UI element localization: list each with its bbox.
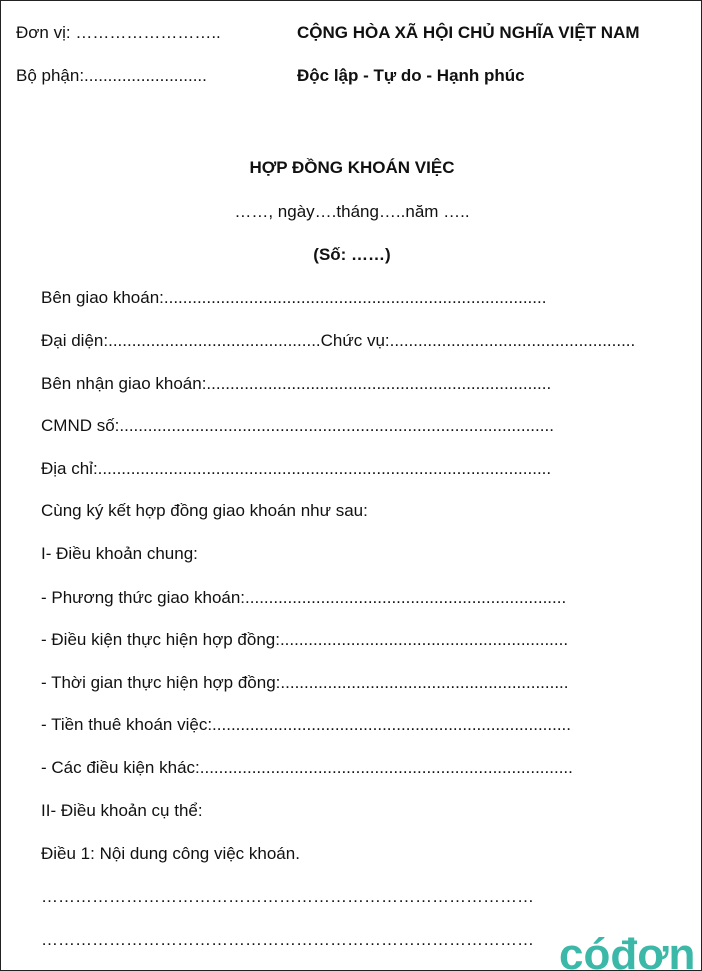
field-dieu-kien-khac: - Các điều kiện khác:............................................................................... <box>41 758 573 777</box>
national-title: CỘNG HÒA XÃ HỘI CHỦ NGHĨA VIỆT NAM <box>297 23 640 42</box>
document-number: (Số: ……) <box>313 245 391 264</box>
unit-label: Đơn vị: …………………….. <box>16 23 221 42</box>
contract-intro: Cùng ký kết hợp đồng giao khoán như sau: <box>41 501 368 520</box>
section-heading-specific: II- Điều khoản cụ thể: <box>41 801 203 820</box>
logo-wordmark: cóđơn <box>559 930 696 971</box>
field-dai-dien-chuc-vu: Đại diện:.............................................Chức vụ:.................................................... <box>41 331 636 350</box>
department-label: Bộ phận:.......................... <box>16 66 207 85</box>
field-ben-nhan-giao-khoan: Bên nhận giao khoán:......................................................................... <box>41 374 552 393</box>
document-title: HỢP ĐỒNG KHOÁN VIỆC <box>249 158 455 177</box>
codon-logo <box>557 929 702 971</box>
document-date-line: ……, ngày….tháng…..năm ….. <box>234 202 470 221</box>
section-heading-general: I- Điều khoản chung: <box>41 544 198 563</box>
national-motto: Độc lập - Tự do - Hạnh phúc <box>297 66 525 85</box>
dotted-line-2: …………………………………………………………………………… <box>41 930 534 949</box>
field-phuong-thuc: - Phương thức giao khoán:.................................................................... <box>41 588 567 607</box>
field-cmnd: CMND số:............................................................................................ <box>41 416 554 435</box>
field-ben-giao-khoan: Bên giao khoán:................................................................................. <box>41 288 547 307</box>
dotted-line-1: …………………………………………………………………………… <box>41 887 534 906</box>
field-thoi-gian: - Thời gian thực hiện hợp đồng:............................................................. <box>41 673 569 692</box>
article-1-heading: Điều 1: Nội dung công việc khoán. <box>41 844 300 863</box>
field-tien-thue: - Tiền thuê khoán việc:............................................................................ <box>41 715 572 734</box>
field-dieu-kien-thuc-hien: - Điều kiện thực hiện hợp đồng:............................................................. <box>41 630 569 649</box>
field-dia-chi: Địa chỉ:................................................................................................ <box>41 459 552 478</box>
